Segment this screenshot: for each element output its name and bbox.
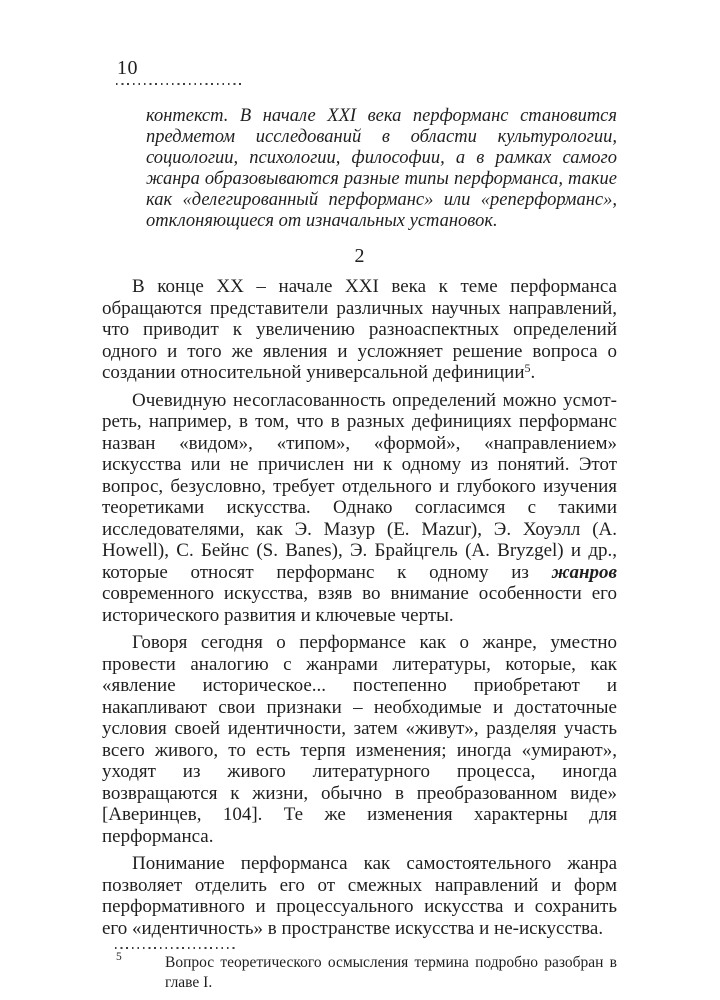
body-paragraph-definitions xyxy=(102,276,617,384)
footnote-dotted-rule xyxy=(115,947,238,949)
footnote-marker: 5 xyxy=(116,951,122,963)
footnote-text: Вопрос теоретического осмысления термина подробно разобран в главе I. xyxy=(165,954,617,991)
paragraph-text: Очевидную несогласованность определений можно усмотреть, например, в том, что в разных дефинициях перформанс назван «видом», «типом», «формой», «направлением» искусства или не причислен ни к одному из понятий. Этот вопрос, безусловно, требует отдельного и глубокого изучения теоретиками искусства. Однако согласимся с такими исследователями, как Э. Мазур (E. Mazur), Э. Хоуэлл (A. Howell), С. Бейнс (S. Banes), Э. Брайцгель (A. Bryzgel) и др., которые относят перформанс к одному из xyxy=(102,389,617,583)
footnote-block xyxy=(102,947,617,993)
paragraph-text: . xyxy=(530,362,536,383)
footnote-reference-marker: 5 xyxy=(524,361,531,375)
footnote-row xyxy=(102,953,617,993)
section-number: 2 xyxy=(354,245,365,267)
paragraph-text: современного искусства, взяв во внимание особенности его исторического развития и ключевые черты. xyxy=(102,583,617,626)
body-paragraph-genre-discussion xyxy=(102,390,617,627)
page-number-dotted-rule xyxy=(116,83,242,85)
page-number: 10 xyxy=(117,57,138,79)
paragraph-text: В конце XX – начале XXI века к теме перформанса обращаются представители различных научных направлений, что приводит к увеличению разноаспектных определений одного и того же явления и усложняет решение вопроса о создании относительной универсальной дефиниции xyxy=(102,276,617,383)
emphasized-word-genres: жанров xyxy=(551,561,617,583)
intro-italic-paragraph: контекст. В начале XXI века перформанс становится предметом исследований в области культурологии, социологии, психологии, философии, а в рамках самого жанра образовываются разные типы перформанса, такие как «делегированный перформанс» или «реперформанс», отклоняющиеся от изначальных установок. xyxy=(146,106,617,231)
body-paragraph-identity: Понимание перформанса как самостоятельного жанра позволяет отделить его от смежных направлений и форм перформативного и процессуального искусства и сохранить его «идентичность» в пространстве искусства и не-искусства. xyxy=(102,853,617,939)
body-paragraph-literature-analogy: Говоря сегодня о перформансе как о жанре, уместно провести аналогию с жанрами литературы, которые, как «явление историческое... постепенно приобретают и накапливают свои признаки – необходимые и достаточные условия своей идентичности, затем «живут», разделяя участь всего живого, то есть терпя изменения; иногда «умирают», уходят из живого литературного процесса, иногда возвращаются к жизни, обычно в преобразованном виде» [Аверинцев, 104]. Те же изменения характерны для перформанса. xyxy=(102,632,617,847)
